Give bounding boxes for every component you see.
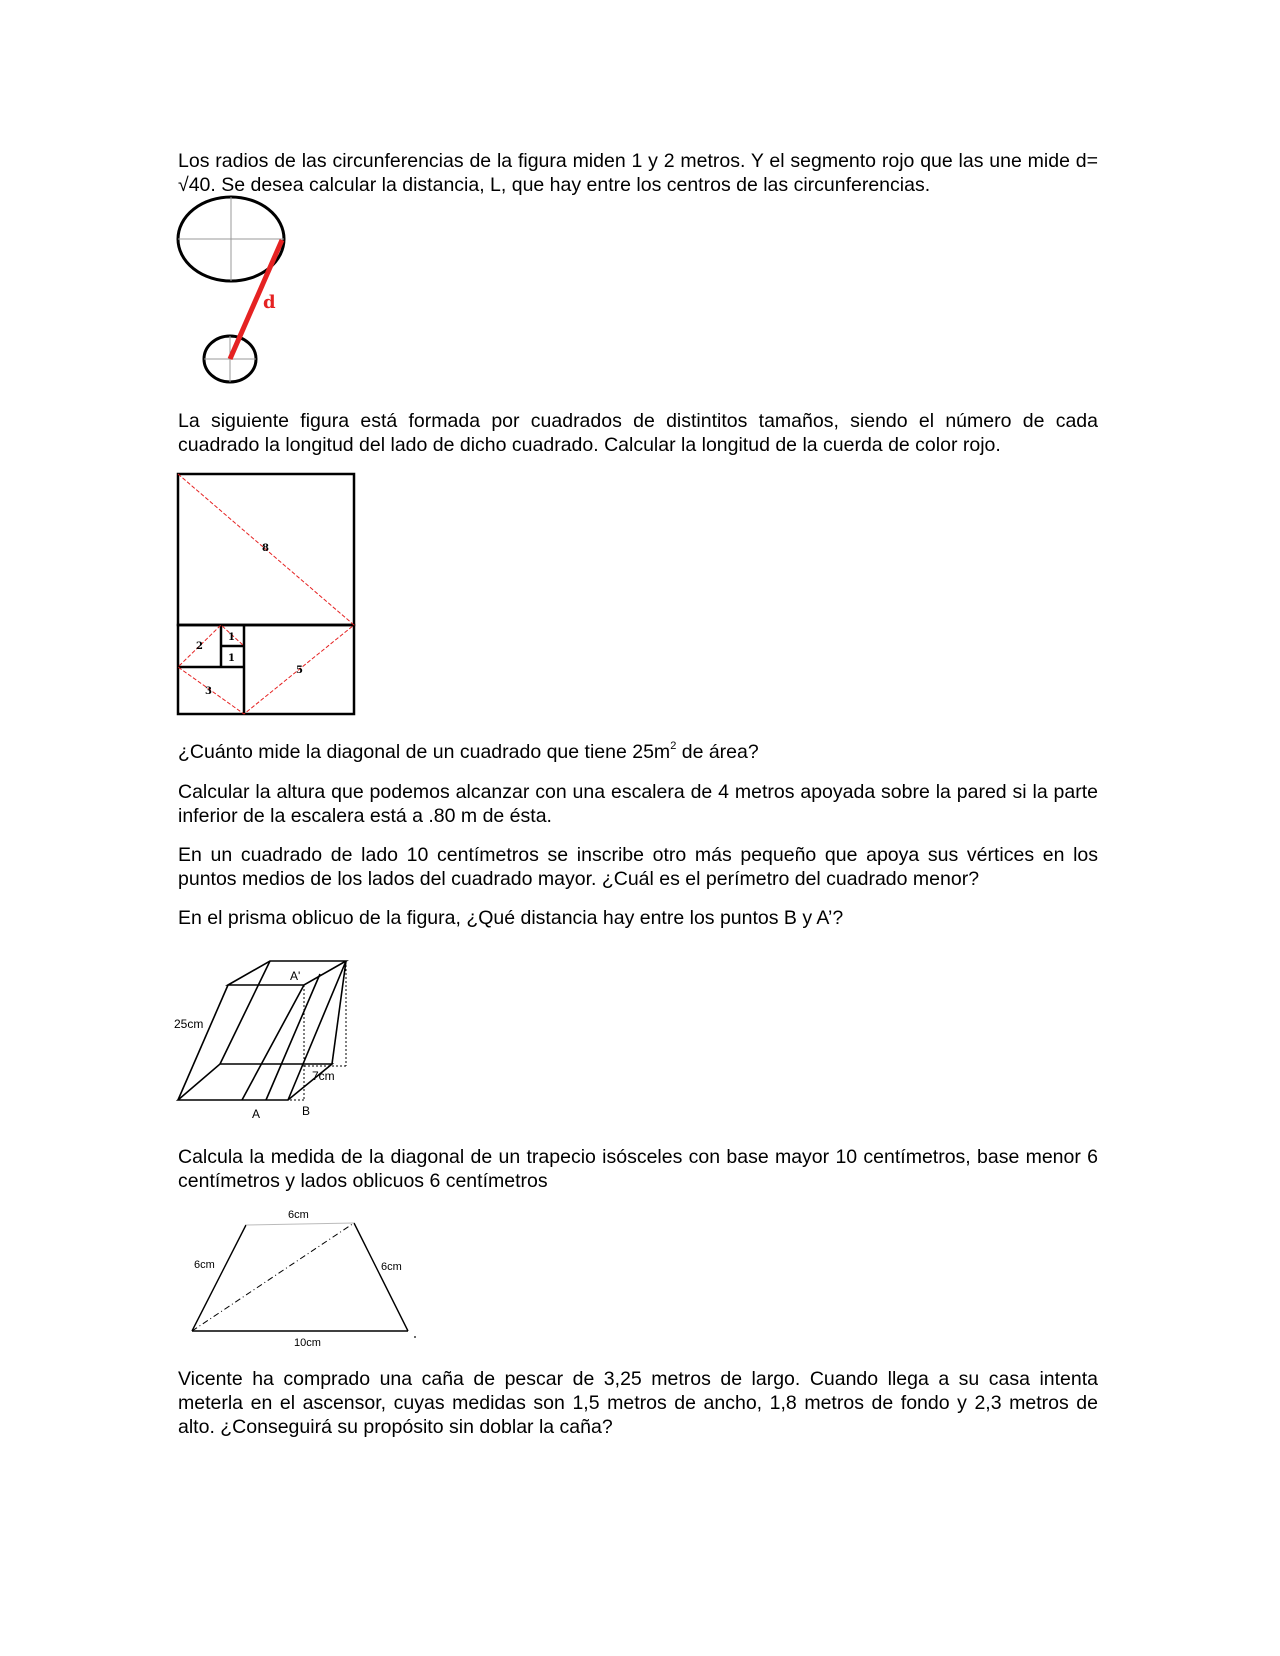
label-height: 25cm	[174, 1017, 204, 1031]
fibonacci-squares-figure	[176, 472, 360, 718]
trapezoid-figure	[186, 1206, 416, 1349]
square-1a-label: 1	[228, 632, 235, 643]
square-2-label: 2	[196, 641, 203, 652]
segment-label: d	[263, 292, 276, 313]
square-1b-label: 1	[228, 653, 235, 664]
square-8-label: 8	[262, 543, 269, 554]
label-a: A	[252, 1107, 261, 1121]
problem-1-text: Los radios de las circunferencias de la figura miden 1 y 2 metros. Y el segmento rojo que las une mide d= √40. Se desea calcular la distancia, L, que hay entre los centros de las circunferencias.	[178, 150, 1098, 196]
problem-6-text: En el prisma oblicuo de la figura, ¿Qué distancia hay entre los puntos B y A’?	[178, 907, 844, 929]
superscript-2: 2	[670, 740, 677, 752]
label-left: 6cm	[194, 1259, 215, 1271]
label-a-prime: A'	[290, 969, 301, 983]
problem-7-text: Calcula la medida de la diagonal de un trapecio isósceles con base mayor 10 centímetros, base menor 6 centímetros y lados oblicuos 6 centímetros	[178, 1146, 1098, 1192]
label-bottom: 10cm	[294, 1337, 321, 1349]
problem-3-text: ¿Cuánto mide la diagonal de un cuadrado que tiene $25m^2$ de área?	[178, 740, 759, 763]
problem-8-text: Vicente ha comprado una caña de pescar de 3,25 metros de largo. Cuando llega a su casa intenta meterla en el ascensor, cuyas medidas son 1,5 metros de ancho, 1,8 metros de fondo y 2,3 metros de alto. ¿Conseguirá su propósito sin doblar la caña?	[178, 1368, 1098, 1438]
square-5-label: 5	[296, 665, 303, 676]
label-b: B	[302, 1104, 311, 1118]
problem-5-text: En un cuadrado de lado 10 centímetros se inscribe otro más pequeño que apoya sus vértices en los puntos medios de los lados del cuadrado mayor. ¿Cuál es el perímetro del cuadrado menor?	[178, 844, 1098, 890]
label-right: 6cm	[381, 1261, 402, 1273]
problem-2-text: La siguiente figura está formada por cuadrados de distintitos tamaños, siendo el número de cada cuadrado la longitud del lado de dicho cuadrado. Calcular la longitud de la cuerda de color rojo.	[178, 410, 1098, 456]
problem-4-text: Calcular la altura que podemos alcanzar con una escalera de 4 metros apoyada sobre la pared si la parte inferior de la escalera está a .80 m de ésta.	[178, 781, 1098, 827]
circles-figure	[176, 196, 296, 386]
oblique-prism-figure	[174, 958, 374, 1124]
label-offset: 7cm	[312, 1069, 335, 1083]
label-top: 6cm	[288, 1209, 309, 1221]
square-3-label: 3	[205, 686, 212, 697]
